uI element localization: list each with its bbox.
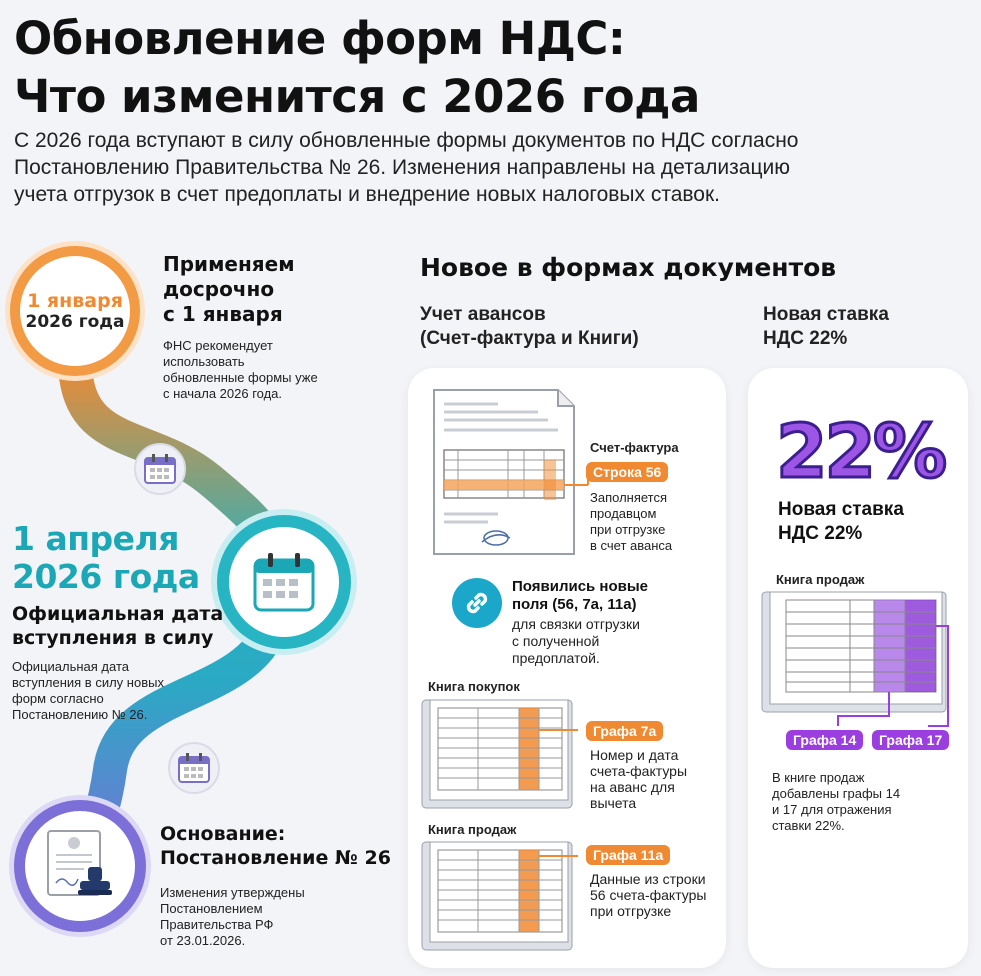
calendar-ring-apr (217, 515, 351, 649)
lead-line: С 2026 года вступают в силу обновленные формы документов по НДС согласно (14, 129, 799, 152)
stamped-document-icon (40, 827, 120, 905)
text-line: Официальная дата (12, 659, 129, 674)
desc-line: на аванс для (590, 779, 675, 795)
calendar-icon (143, 453, 177, 485)
heading-line: Постановление № 26 (160, 847, 391, 869)
invoice-illustration (428, 386, 598, 562)
calendar-badge-2 (168, 742, 220, 794)
title-line-2: Что изменится с 2026 года (14, 70, 700, 123)
link-icon (462, 588, 492, 618)
purchase-book-label: Книга покупок (428, 679, 520, 694)
desc-line: ставки 22%. (772, 818, 845, 833)
desc-line: Номер и дата (590, 747, 679, 763)
rate-big-number: 22% (776, 409, 945, 495)
step2-heading (12, 602, 223, 650)
text-line: форм согласно (12, 691, 104, 706)
desc-line: В книге продаж (772, 770, 865, 785)
lead-paragraph (14, 127, 914, 208)
text-line: Изменения утверждены (160, 885, 305, 900)
desc-line: при отгрузке (590, 903, 672, 919)
document-ring (14, 800, 146, 932)
text-line: ФНС рекомендует (163, 338, 273, 353)
step1-text (163, 338, 318, 402)
desc-line: и 17 для отражения (772, 802, 892, 817)
text-line: использовать (163, 354, 245, 369)
title-line: НДС 22% (778, 523, 863, 544)
invoice-desc (590, 490, 672, 554)
col2-title (763, 303, 889, 351)
desc-line: добавлены графы 14 (772, 786, 901, 801)
text-line: с полученной (512, 633, 600, 649)
desc-line: в счет аванса (590, 538, 673, 553)
section-title: Новое в формах документов (420, 253, 837, 282)
calendar-icon (177, 752, 211, 784)
heading-line: досрочно (163, 277, 275, 301)
new-fields-heading (512, 578, 648, 614)
calendar-icon (252, 551, 316, 613)
col-title-line: (Счет-фактура и Книги) (420, 328, 639, 349)
col-title-line: Новая ставка (763, 304, 889, 325)
text-line: от 23.01.2026. (160, 933, 246, 948)
desc-line: при отгрузке (590, 522, 666, 537)
col1-title (420, 303, 639, 351)
heading-line: Применяем (163, 252, 295, 276)
rate-desc (772, 770, 900, 834)
purchase-book-illustration (418, 694, 578, 814)
text-line: обновленные формы уже (163, 370, 318, 385)
link-badge (452, 578, 502, 628)
sales-book-rate-illustration (758, 586, 958, 746)
page-title (14, 10, 974, 126)
rate-book-label: Книга продаж (776, 572, 865, 587)
text-line: Постановлению № 26. (12, 707, 148, 722)
step1-heading (163, 252, 295, 327)
heading-line: Официальная дата (12, 603, 224, 625)
heading-line: Основание: (160, 823, 286, 845)
step3-heading (160, 822, 391, 870)
desc-line: счета-фактуры (590, 763, 688, 779)
lead-line: учета отгрузок в счет предоплаты и внедрение новых налоговых ставок. (14, 183, 721, 206)
title-line: Новая ставка (778, 499, 904, 520)
rate-col17-pill: Графа 17 (872, 730, 949, 750)
date-line: 1 апреля (12, 519, 179, 558)
text-line: Постановлением (160, 901, 263, 916)
sales-book-illustration (418, 836, 578, 956)
date-badge-jan (10, 246, 140, 376)
badge-line-1: 1 января (27, 290, 123, 312)
invoice-row-pill: Строка 56 (586, 462, 668, 482)
text-line: вступления в силу новых (12, 675, 164, 690)
rate-title (778, 498, 904, 546)
sales-book-label: Книга продаж (428, 822, 517, 837)
desc-line: 56 счета-фактуры (590, 887, 707, 903)
purchase-book-pill: Графа 7а (586, 721, 663, 741)
invoice-label: Счет-фактура (590, 440, 679, 455)
lead-line: Постановлению Правительства № 26. Изменения направлены на детализацию (14, 156, 790, 179)
sales-book-desc (590, 871, 706, 919)
desc-line: вычета (590, 795, 637, 811)
new-fields-text (512, 616, 640, 667)
sales-book-pill: Графа 11а (586, 845, 670, 865)
text-line: предоплатой. (512, 650, 600, 666)
step2-text (12, 659, 164, 723)
heading-line: Появились новые (512, 578, 649, 595)
title-line-1: Обновление форм НДС: (14, 12, 626, 65)
text-line: для связки отгрузки (512, 616, 640, 632)
heading-line: с 1 января (163, 302, 283, 326)
desc-line: Данные из строки (590, 871, 706, 887)
rate-col14-pill: Графа 14 (786, 730, 863, 750)
heading-line: вступления в силу (12, 627, 214, 649)
date-line: 2026 года (12, 557, 200, 596)
heading-line: поля (56, 7а, 11а) (512, 596, 637, 613)
col-title-line: Учет авансов (420, 304, 546, 325)
purchase-book-desc (590, 747, 687, 811)
calendar-badge-1 (134, 443, 186, 495)
badge-line-2: 2026 года (25, 312, 125, 332)
desc-line: продавцом (590, 506, 657, 521)
col-title-line: НДС 22% (763, 328, 848, 349)
text-line: Правительства РФ (160, 917, 274, 932)
desc-line: Заполняется (590, 490, 668, 505)
text-line: с начала 2026 года. (163, 386, 283, 401)
step2-date (12, 520, 200, 596)
step3-text (160, 885, 305, 949)
